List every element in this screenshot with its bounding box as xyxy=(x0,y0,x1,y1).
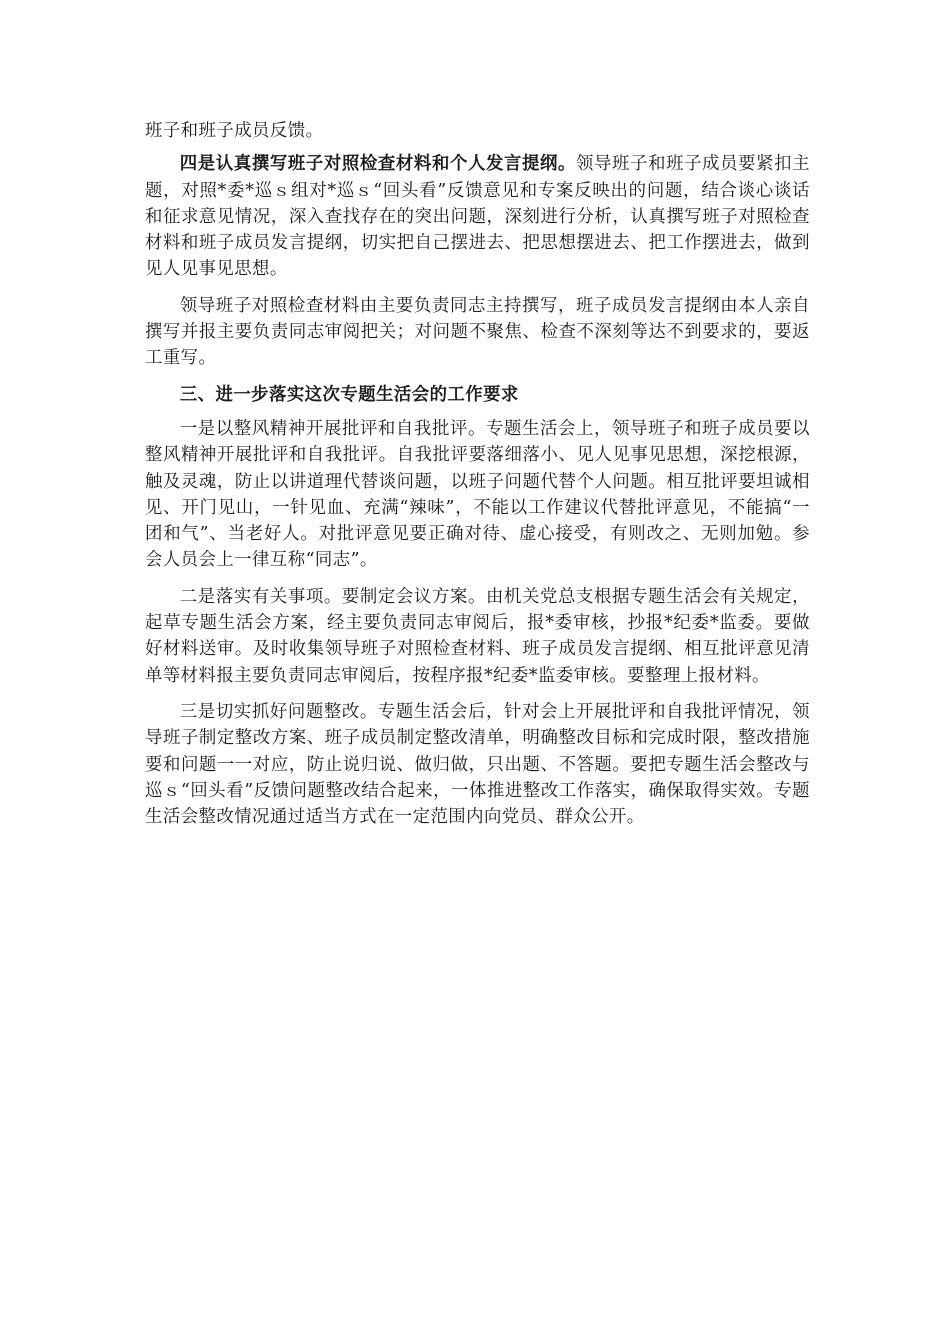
paragraph-materials-requirement: 领导班子对照检查材料由主要负责同志主持撰写，班子成员发言提纲由本人亲自撰写并报主要负责同志审阅把关；对问题不聚焦、检查不深刻等达不到要求的，要返工重写。 xyxy=(145,295,810,369)
paragraph-point-four xyxy=(145,151,810,282)
point-four-lead: 四是认真撰写班子对照检查材料和个人发言提纲。 xyxy=(179,154,577,175)
paragraph-continuation: 班子和班子成员反馈。 xyxy=(145,121,324,141)
document-page xyxy=(145,118,810,840)
paragraph-matters: 二是落实有关事项。要制定会议方案。由机关党总支根据专题生活会有关规定，起草专题生活会方案，经主要负责同志审阅后，报*委审核，抄报*纪委*监委。要做好材料送审。及时收集领导班子对照检查材料、班子成员发言提纲、相互批评意见清单等材料报主要负责同志审阅后，按程序报*纪委*监委审核。要整理上报材料。 xyxy=(145,586,810,686)
point-four-body: 领导班子和班子成员要紧扣主题，对照*委*巡ｓ组对*巡ｓ“回头看”反馈意见和专案反映出的问题，结合谈心谈话和征求意见情况，深入查找存在的突出问题，深刻进行分析，认真撰写班子对照检查材料和班子成员发言提纲，切实把自己摆进去、把思想摆进去、把工作摆进去，做到见人见事见思想。 xyxy=(145,154,810,280)
paragraph-criticism: 一是以整风精神开展批评和自我批评。专题生活会上，领导班子和班子成员要以整风精神开展批评和自我批评。自我批评要落细落小、见人见事见思想，深挖根源，触及灵魂，防止以讲道理代替谈问题，以班子问题代替个人问题。相互批评要坦诚相见、开门见山，一针见血、充满“辣味”，不能以工作建议代替批评意见，不能搞“一团和气”、当老好人。对批评意见要正确对待、虚心接受，有则改之、无则加勉。参会人员会上一律互称“同志”。 xyxy=(145,418,810,571)
section-heading-three: 三、进一步落实这次专题生活会的工作要求 xyxy=(179,384,519,405)
paragraph-rectification: 三是切实抓好问题整改。专题生活会后，针对会上开展批评和自我批评情况，领导班子制定整改方案、班子成员制定整改清单，明确整改目标和完成时限，整改措施要和问题一一对应，防止说归说、做归做，只出题、不答题。要把专题生活会整改与巡ｓ“回头看”反馈问题整改结合起来，一体推进整改工作落实，确保取得实效。专题生活会整改情况通过适当方式在一定范围内向党员、群众公开。 xyxy=(145,701,810,828)
